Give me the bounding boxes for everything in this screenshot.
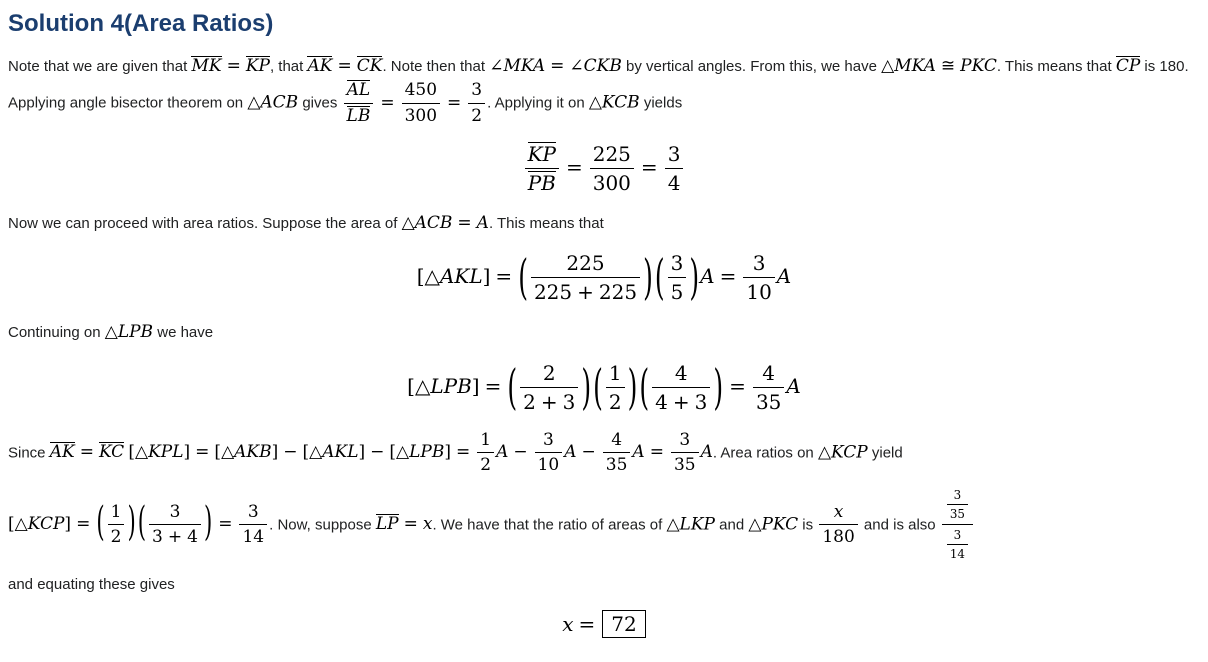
math-triangle-acb: △ACB (247, 92, 299, 113)
math-x-over-180: $\frac{x}{180}$ (817, 514, 859, 534)
display-equation-akl (8, 250, 1200, 305)
text-run: yields (639, 94, 683, 112)
math-final-answer: x = 72 (562, 612, 646, 636)
text-run: Now we can proceed with area ratios. Suppose the area of (8, 215, 402, 233)
math-congruence: △MKA ≅ PKC (881, 56, 997, 76)
text-run: is 180. Applying angle bisector theorem on (8, 58, 1189, 112)
paragraph-2 (8, 210, 1200, 236)
paragraph-3 (8, 319, 1200, 345)
text-run: . We have that the ratio of areas of (432, 516, 667, 534)
text-run: and equating these gives (8, 575, 175, 593)
math-triangle-pkc: △PKC (748, 514, 799, 535)
paragraph-6 (8, 573, 1200, 596)
text-run: is (798, 516, 818, 534)
math-ak-eq-ck: AK = CK (307, 56, 383, 76)
math-cp-segment: CP (1115, 56, 1141, 76)
text-run: Continuing on (8, 324, 105, 342)
text-run: Since (8, 444, 50, 462)
text-run: . Area ratios on (712, 444, 818, 462)
math-kp-pb-ratio: $\frac{KP}{PB}$ = $\frac{225}{300}$ = $\frac{3}{4}$ (523, 155, 686, 179)
math-angle-equality: ∠MKA = ∠CKB (489, 56, 622, 76)
section-title: Solution 4(Area Ratios) (8, 10, 274, 37)
math-triangle-lkp: △LKP (666, 514, 715, 535)
text-run: . Now, suppose (269, 516, 376, 534)
text-run: gives (298, 94, 342, 112)
display-equation-answer (8, 610, 1200, 638)
math-kcp-area: [△KCP] = ( $\frac{1}{2}$ )( $\frac{3}{3 + 4}$ ) = $\frac{3}{14}$ (8, 514, 269, 534)
math-ak-eq-kc: AK = KC (49, 442, 125, 463)
text-run: we have (153, 324, 214, 342)
paragraph-4 (8, 429, 1200, 477)
text-run: and (714, 516, 749, 534)
text-run: . Applying it on (487, 94, 589, 112)
display-equation-lpb (8, 360, 1200, 415)
text-run: by vertical angles. From this, we have (621, 58, 882, 75)
text-run: and is also (859, 516, 940, 534)
text-run: yield (867, 444, 903, 462)
math-al-lb-ratio: $\frac{AL}{LB}$ = $\frac{450}{300}$ = $\frac{3}{2}$ (342, 93, 488, 113)
text-run: . This means that (488, 215, 604, 233)
text-run: , that (269, 58, 308, 75)
text-run: . This means that (996, 58, 1116, 75)
display-equation-kp-pb (8, 141, 1200, 196)
math-nested-fraction: $\frac{\frac{3}{35}}{\frac{3}{14}}$ (940, 514, 975, 534)
math-akl-area: [△AKL] = ( $\frac{225}{225 + 225}$ )( $\frac{3}{5}$ )A = $\frac{3}{10}$ A (416, 250, 792, 306)
math-triangle-kcb: △KCB (588, 92, 640, 113)
text-run: Note that we are given that (8, 58, 192, 75)
math-area-acb: △ACB = A (401, 213, 489, 234)
math-triangle-lpb: △LPB (104, 322, 154, 343)
math-kpl-area-chain: [△KPL] = [△AKB] − [△AKL] − [△LPB] = $\frac{1}{2}$ A − $\frac{3}{10}$ A − $\frac{4}{35}$ A = $\frac{3}{35}$ A (128, 429, 713, 476)
text-run: . Note then that (382, 58, 490, 75)
math-triangle-kcp: △KCP (817, 442, 868, 463)
paragraph-1 (8, 53, 1200, 127)
math-lpb-area: [△LPB] = ( $\frac{2}{2 + 3}$ )( $\frac{1}{2}$ )( $\frac{4}{4 + 3}$ ) = $\frac{4}{35}$ A (407, 359, 801, 415)
paragraph-5 (8, 486, 1200, 564)
math-lp-eq-x: LP = x (375, 514, 433, 535)
math-mk-eq-kp: MK = KP (191, 56, 270, 76)
